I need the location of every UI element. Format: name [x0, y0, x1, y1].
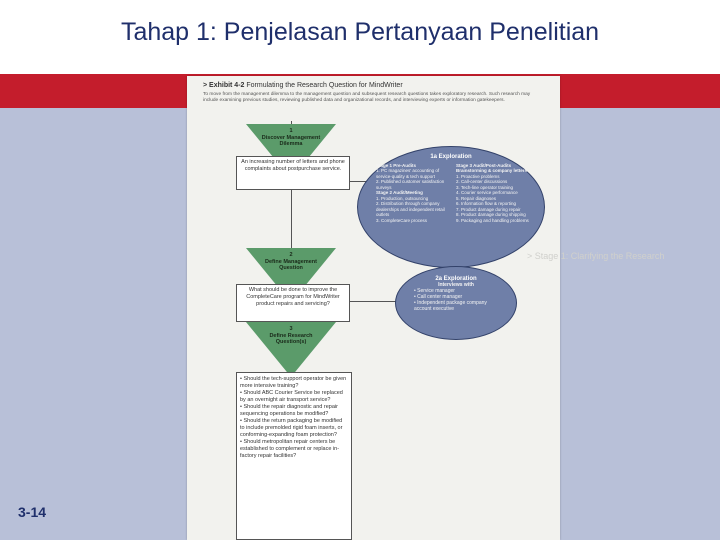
exploration-2a-title: 2a Exploration [435, 276, 477, 282]
step-2-name: Define Management Question [265, 258, 317, 271]
step-3-label [256, 326, 326, 346]
exploration-1a-item: 3. CompleteCare process [376, 217, 428, 223]
exploration-1a-item: 9. Packaging and handling problems [456, 217, 529, 223]
exploration-1a-item: 7. Product damage during repair [456, 206, 521, 212]
step-1-name: Discover Management Dilemma [261, 134, 321, 147]
exploration-1a-item: 6. Information flow & reporting [456, 201, 517, 206]
slide-title: Tahap 1: Penjelasan Pertanyaan Penelitian [120, 18, 600, 46]
exhibit-title [203, 82, 403, 89]
step-2-label [256, 252, 326, 272]
step-3-name: Define Research Question(s) [269, 332, 313, 345]
step-3-bullet: • Should ABC Courier Service be replaced by an overnight air transport service? [240, 390, 343, 403]
exhibit-label: > Exhibit 4-2 [203, 82, 245, 89]
step-3-bullet: • Should the tech-support operator be given more intensive training? [240, 376, 347, 389]
exploration-1a-item: 1. Production, outsourcing [376, 195, 429, 201]
exploration-2a-ellipse [395, 266, 517, 340]
exploration-1a-left-heading-2: Stage 2 Audit/Meeting [376, 190, 423, 195]
step-2-box: What should be done to improve the CompleteCare program for MindWriter product repairs and servicing? [236, 284, 350, 322]
exploration-2a-item: • Call center manager [414, 294, 463, 300]
step-3-bullet: • Should the repair diagnostic and repair sequencing operations be modified? [240, 404, 338, 417]
step-1-label [256, 128, 326, 148]
exploration-1a-item: 1. PC magazines' accounting of service-quality & tech support [376, 168, 440, 179]
exploration-1a-item: 5. Repair diagnoses [456, 195, 497, 201]
step-3-number: 3 [289, 326, 293, 332]
exploration-1a-item: 1. Proactive problems [456, 173, 500, 179]
exhibit-figure [187, 76, 665, 540]
step-1-number: 1 [289, 128, 293, 134]
step-3-bullet: • Should the return packaging be modified to include premolded rigid foam inserts, or conforming-expanding foam protection? [240, 418, 343, 438]
step-3-box [236, 372, 352, 540]
background-watermark: > Stage 1: Clarifying the Research [527, 251, 665, 261]
exhibit-title-text: Formulating the Research Question for MindWriter [246, 82, 403, 89]
exploration-1a-item: 8. Product damage during shipping [456, 212, 526, 217]
exploration-1a-right-heading: Stage 3 Audit/Post-Audits Brainstorming & company letters [456, 162, 528, 173]
exploration-1a-item: 2. Call-center discussions [456, 179, 508, 184]
exploration-1a-ellipse [357, 146, 545, 268]
exploration-1a-item: 4. Courier service performance [456, 190, 518, 195]
step-2-number: 2 [289, 252, 293, 258]
exploration-1a-item: 2. Distribution through company dealerships and independent retail outlets [376, 201, 445, 217]
exploration-2a-item: • Service manager [414, 288, 455, 294]
exploration-2a-item: • Independent package company account executive [414, 300, 487, 312]
exploration-2a-subtitle: Interviews with [438, 282, 474, 288]
exhibit-intro: To move from the management dilemma to the management question and subsequent research questions takes exploratory research. Such research may include examining previous studies, reviewing published data and organizational records, and interviewing experts or information gatekeepers. [203, 92, 531, 103]
step-1-box: An increasing number of letters and phone complaints about postpurchase service. [236, 156, 350, 190]
step-3-bullet: • Should metropolitan repair centers be established to complement or replace in-factory repair facilities? [240, 439, 340, 459]
slide-number: 3-14 [18, 504, 47, 520]
exploration-1a-left-heading: Stage 1 Pre-Audits [376, 162, 417, 168]
exploration-1a-item: 3. Tech-line operator training [456, 184, 513, 190]
exploration-1a-title: 1a Exploration [430, 154, 472, 160]
exploration-1a-item: 2. Published customer satisfaction surveys [376, 179, 445, 190]
